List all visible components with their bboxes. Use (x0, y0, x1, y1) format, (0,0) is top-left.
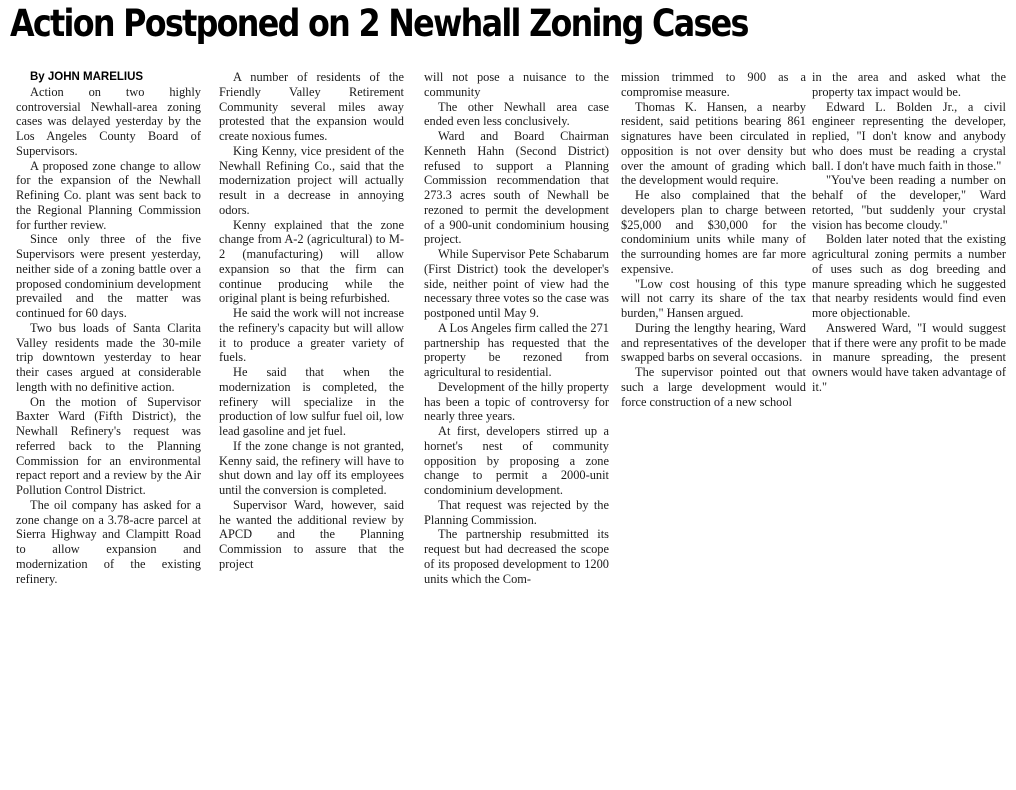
paragraph: Answered Ward, "I would suggest that if there were any profit to be made in manure spreading, the present owners would have taken advantage of it." (812, 320, 1006, 394)
paragraph: Kenny explained that the zone change from A-2 (agricultural) to M-2 (manufacturing) will allow expansion so that the firm can continue producing while the original plant is being refurbished. (219, 217, 404, 306)
paragraph: Development of the hilly property has been a topic of controversy for nearly three years. (424, 379, 609, 424)
paragraph: "You've been reading a number on behalf of the developer," Ward retorted, "but suddenly your crystal vision has become cloudy." (812, 173, 1006, 232)
paragraph: Bolden later noted that the existing agricultural zoning permits a number of uses such as dog breeding and manure spreading which he suggested that nearby residents would find even more objectionable. (812, 232, 1006, 320)
paragraph: The other Newhall area case ended even less conclusively. (424, 99, 609, 129)
paragraph: If the zone change is not granted, Kenny said, the refinery will have to shut down and lay off its employees until the conversion is completed. (219, 438, 404, 497)
paragraph: The partnership resubmitted its request but had decreased the scope of its proposed development to 1200 units which the Com- (424, 527, 609, 586)
paragraph: The supervisor pointed out that such a large development would force construction of a new school (621, 365, 806, 409)
paragraph: mission trimmed to 900 as a compromise measure. (621, 70, 806, 99)
paragraph: A proposed zone change to allow for the expansion of the Newhall Refining Co. plant was sent back to the Regional Planning Commission for further review. (16, 158, 201, 232)
paragraph: Two bus loads of Santa Clarita Valley residents made the 30-mile trip downtown yesterday to hear their cases argued at considerable length with no definitive action. (16, 320, 201, 394)
paragraph: Action on two highly controversial Newhall-area zoning cases was delayed yesterday by the Los Angeles County Board of Supervisors. (16, 84, 201, 158)
paragraph: A Los Angeles firm called the 271 partnership has requested that the property be rezoned from agricultural to residential. (424, 320, 609, 379)
paragraph: Thomas K. Hansen, a nearby resident, said petitions bearing 861 signatures have been circulated in opposition is not over density but over the amount of grading which the development would require. (621, 99, 806, 188)
paragraph: At first, developers stirred up a hornet's nest of community opposition by proposing a zone change to permit a 2000-unit condominium development. (424, 424, 609, 497)
paragraph: King Kenny, vice president of the Newhall Refining Co., said that the modernization project will actually result in a decrease in annoying odors. (219, 143, 404, 217)
article-column-3 (424, 70, 609, 586)
headline: Action Postponed on 2 Newhall Zoning Cases (10, 2, 748, 45)
paragraph: He said the work will not increase the refinery's capacity but will allow it to produce a greater variety of fuels. (219, 306, 404, 365)
article-column-4 (621, 70, 806, 409)
paragraph: That request was rejected by the Planning Commission. (424, 497, 609, 527)
paragraph: Edward L. Bolden Jr., a civil engineer representing the developer, replied, "I don't know and anybody who does must be reading a crystal ball. I don't have much faith in those." (812, 99, 1006, 173)
paragraph: He also complained that the developers plan to charge between $25,000 and $30,000 for the condominium units while many of the surrounding homes are far more expensive. (621, 188, 806, 276)
paragraph: During the lengthy hearing, Ward and representatives of the developer swapped barbs on several occasions. (621, 320, 806, 365)
paragraph: "Low cost housing of this type will not carry its share of the tax burden," Hansen argued. (621, 276, 806, 320)
article-column-1 (16, 70, 201, 586)
paragraph: in the area and asked what the property tax impact would be. (812, 70, 1006, 99)
paragraph: Since only three of the five Supervisors were present yesterday, neither side of a zoning battle over a proposed condominium development prevailed and the matter was continued for 60 days. (16, 232, 201, 320)
article-column-5 (812, 70, 1006, 395)
article-column-2 (219, 70, 404, 572)
paragraph: The oil company has asked for a zone change on a 3.78-acre parcel at Sierra Highway and Clampitt Road to allow expansion and modernization of the existing refinery. (16, 497, 201, 586)
paragraph: He said that when the modernization is completed, the refinery will specialize in the production of low sulfur fuel oil, low lead gasoline and jet fuel. (219, 365, 404, 438)
paragraph: Ward and Board Chairman Kenneth Hahn (Second District) refused to support a Planning Commission recommendation that 273.3 acres south of Newhall be rezoned to permit the development of a 900-unit condominium housing project. (424, 129, 609, 247)
paragraph: A number of residents of the Friendly Valley Retirement Community several miles away protested that the expansion would create noxious fumes. (219, 70, 404, 143)
paragraph: On the motion of Supervisor Baxter Ward (Fifth District), the Newhall Refinery's request was referred back to the Planning Commission for an environmental repact report and a review by the Air Pollution Control District. (16, 394, 201, 497)
byline: By JOHN MARELIUS (30, 71, 144, 83)
paragraph: While Supervisor Pete Schabarum (First District) took the developer's side, neither point of view had the necessary three votes so the case was postponed until May 9. (424, 247, 609, 320)
paragraph: Supervisor Ward, however, said he wanted the additional review by APCD and the Planning Commission to assure that the project (219, 497, 404, 571)
paragraph: will not pose a nuisance to the community (424, 70, 609, 99)
